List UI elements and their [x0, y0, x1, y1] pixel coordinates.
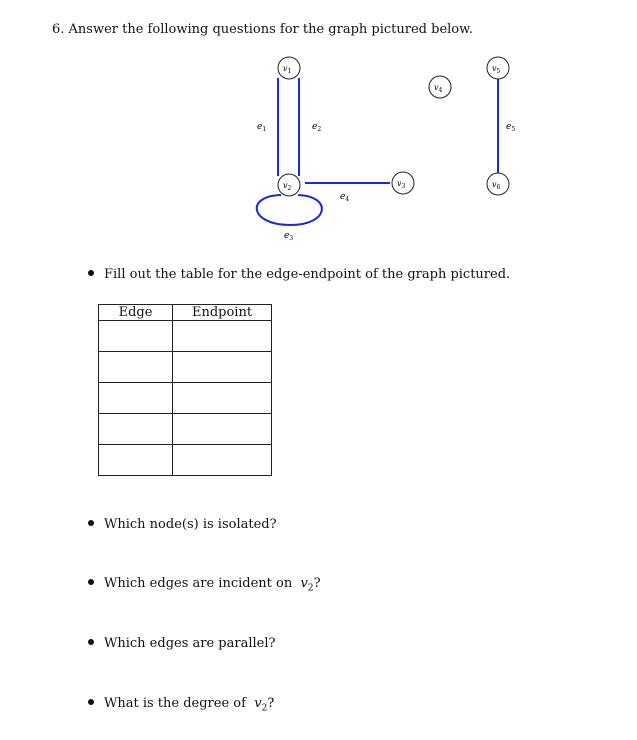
node-label-v5: $v_5$ — [492, 64, 501, 75]
table-cell-edge[interactable] — [99, 321, 173, 352]
question-incident — [88, 576, 321, 594]
edge-label-e5: $e_5$ — [506, 122, 516, 133]
edge-endpoint-table — [98, 304, 272, 476]
table-cell-endpoint[interactable] — [173, 414, 272, 445]
table-cell-edge[interactable] — [99, 352, 173, 383]
table-row — [99, 321, 272, 352]
table-prompt-text: Fill out the table for the edge-endpoint of the graph pictured. — [104, 267, 511, 282]
table-row — [99, 414, 272, 445]
edge-label-e2: $e_2$ — [312, 122, 322, 133]
question-parallel — [88, 636, 275, 651]
table-cell-endpoint[interactable] — [173, 383, 272, 414]
table-header-edge: Edge — [99, 305, 173, 321]
node-label-v1: $v_1$ — [283, 64, 292, 75]
bullet-icon — [88, 270, 94, 276]
bullet-icon — [88, 699, 94, 705]
node-label-v6: $v_6$ — [492, 180, 501, 191]
edge-label-e4: $e_4$ — [340, 192, 350, 203]
bullet-icon — [88, 579, 94, 585]
question-title: 6. Answer the following questions for the graph pictured below. — [52, 22, 473, 37]
node-label-v2: $v_2$ — [283, 181, 292, 192]
node-label-v4: $v_4$ — [434, 83, 443, 94]
bullet-icon — [88, 639, 94, 645]
question-degree — [88, 696, 274, 714]
table-prompt — [88, 267, 510, 282]
node-label-v3: $v_3$ — [397, 179, 406, 190]
table-cell-endpoint[interactable] — [173, 445, 272, 476]
table-row — [99, 352, 272, 383]
table-cell-edge[interactable] — [99, 414, 173, 445]
bullet-icon — [88, 520, 94, 526]
question-isolated — [88, 517, 277, 532]
edge-e3 — [257, 195, 322, 225]
question-text: Which edges are incident on $v_2$? — [104, 576, 321, 594]
edge-label-e3: $e_3$ — [284, 231, 294, 242]
question-text: Which node(s) is isolated? — [104, 517, 277, 532]
question-text: What is the degree of $v_2$? — [104, 696, 275, 714]
table-cell-edge[interactable] — [99, 383, 173, 414]
table-row — [99, 445, 272, 476]
edge-label-e1: $e_1$ — [257, 122, 267, 133]
table-header-endpoint: Endpoint — [173, 305, 272, 321]
table-cell-edge[interactable] — [99, 445, 173, 476]
graph-diagram — [0, 0, 637, 260]
table-cell-endpoint[interactable] — [173, 352, 272, 383]
table-cell-endpoint[interactable] — [173, 321, 272, 352]
question-text: Which edges are parallel? — [104, 636, 276, 651]
table-row — [99, 383, 272, 414]
